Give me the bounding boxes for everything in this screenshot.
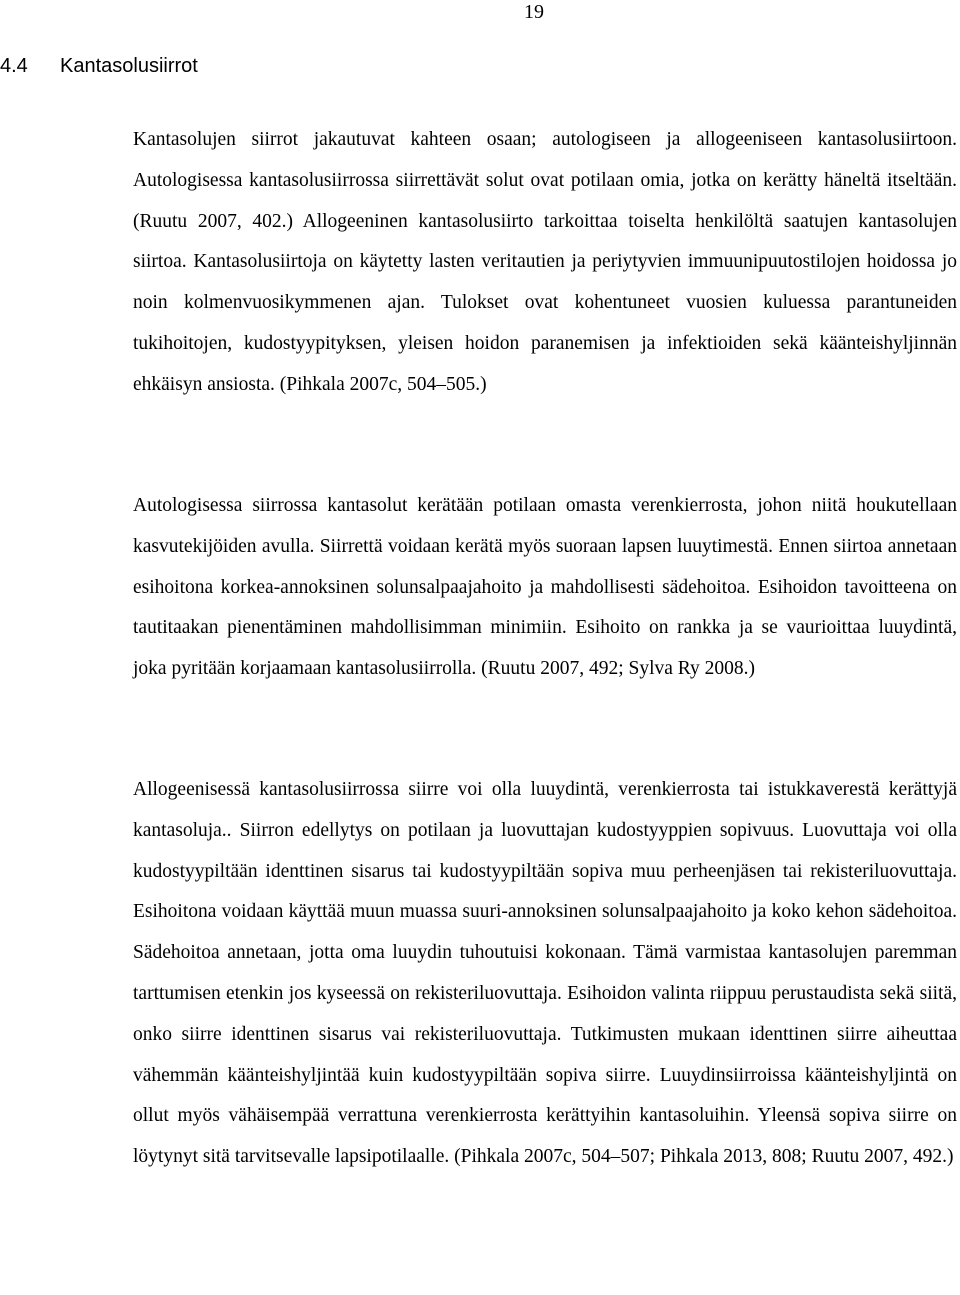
page-number: 19 [524,1,544,23]
section-number: 4.4 [0,55,28,77]
section-heading [0,52,198,80]
paragraph-autologous: Autologisessa siirrossa kantasolut kerätään potilaan omasta verenkierrosta, johon niitä houkutellaan kasvutekijöiden avulla. Siirrettä voidaan kerätä myös suoraan lapsen luuytimestä. Ennen siirtoa annetaan esihoitona korkea-annoksinen solunsalpaajahoito ja mahdollisesti sädehoitoa. Esihoidon tavoitteena on tautitaakan pienentäminen mahdollisimman minimiin. Esihoito on rankka ja se vaurioittaa luuydintä, joka pyritään korjaamaan kantasolusiirrolla. (Ruutu 2007, 492; Sylva Ry 2008.) [133,495,957,680]
paragraph-intro: Kantasolujen siirrot jakautuvat kahteen osaan; autologiseen ja allogeeniseen kantasolusiirtoon. Autologisessa kantasolusiirrossa siirrettävät solut ovat potilaan omia, jotka on kerätty häneltä itseltään. (Ruutu 2007, 402.) Allogeeninen kantasolusiirto tarkoittaa toiselta henkilöltä saatujen kantasolujen siirtoa. Kantasolusiirtoja on käytetty lasten veritautien ja periytyvien immuunipuutostilojen hoidossa jo noin kolmenvuosikymmenen ajan. Tulokset ovat kohentuneet vuosien kuluessa parantuneiden tukihoitojen, kudostyypityksen, yleisen hoidon paranemisen ja infektioiden sekä käänteishyljinnän ehkäisyn ansiosta. (Pihkala 2007c, 504–505.) [133,129,957,395]
paragraph-allogeneic: Allogeenisessä kantasolusiirrossa siirre voi olla luuydintä, verenkierrosta tai istukkaverestä kerättyjä kantasoluja.. Siirron edellytys on potilaan ja luovuttajan kudostyyppien sopivuus. Luovuttaja voi olla kudostyypiltään identtinen sisarus tai kudostyypiltään sopiva muu perheenjäsen tai rekisteriluovuttaja. Esihoitona voidaan käyttää muun muassa suuri-annoksinen solunsalpaajahoito ja koko kehon sädehoitoa. Sädehoitoa annetaan, jotta oma luuydin tuhoutuisi kokonaan. Tämä varmistaa kantasolujen paremman tarttumisen etenkin jos kyseessä on rekisteriluovuttaja. Esihoidon valinta riippuu perustaudista sekä siitä, onko siirre identtinen sisarus vai rekisteriluovuttaja. Tutkimusten mukaan identtinen siirre aiheuttaa vähemmän käänteishyljintää kuin kudostyypiltään sopiva siirre. Luuydinsiirroissa käänteishyljintä on ollut myös vähäisempää verrattuna verenkierrosta kerättyihin kantasoluihin. Yleensä sopiva siirre on löytynyt sitä tarvitsevalle lapsipotilaalle. (Pihkala 2007c, 504–507; Pihkala 2013, 808; Ruutu 2007, 492.) [133,779,957,1168]
section-title: Kantasolusiirrot [60,55,198,77]
